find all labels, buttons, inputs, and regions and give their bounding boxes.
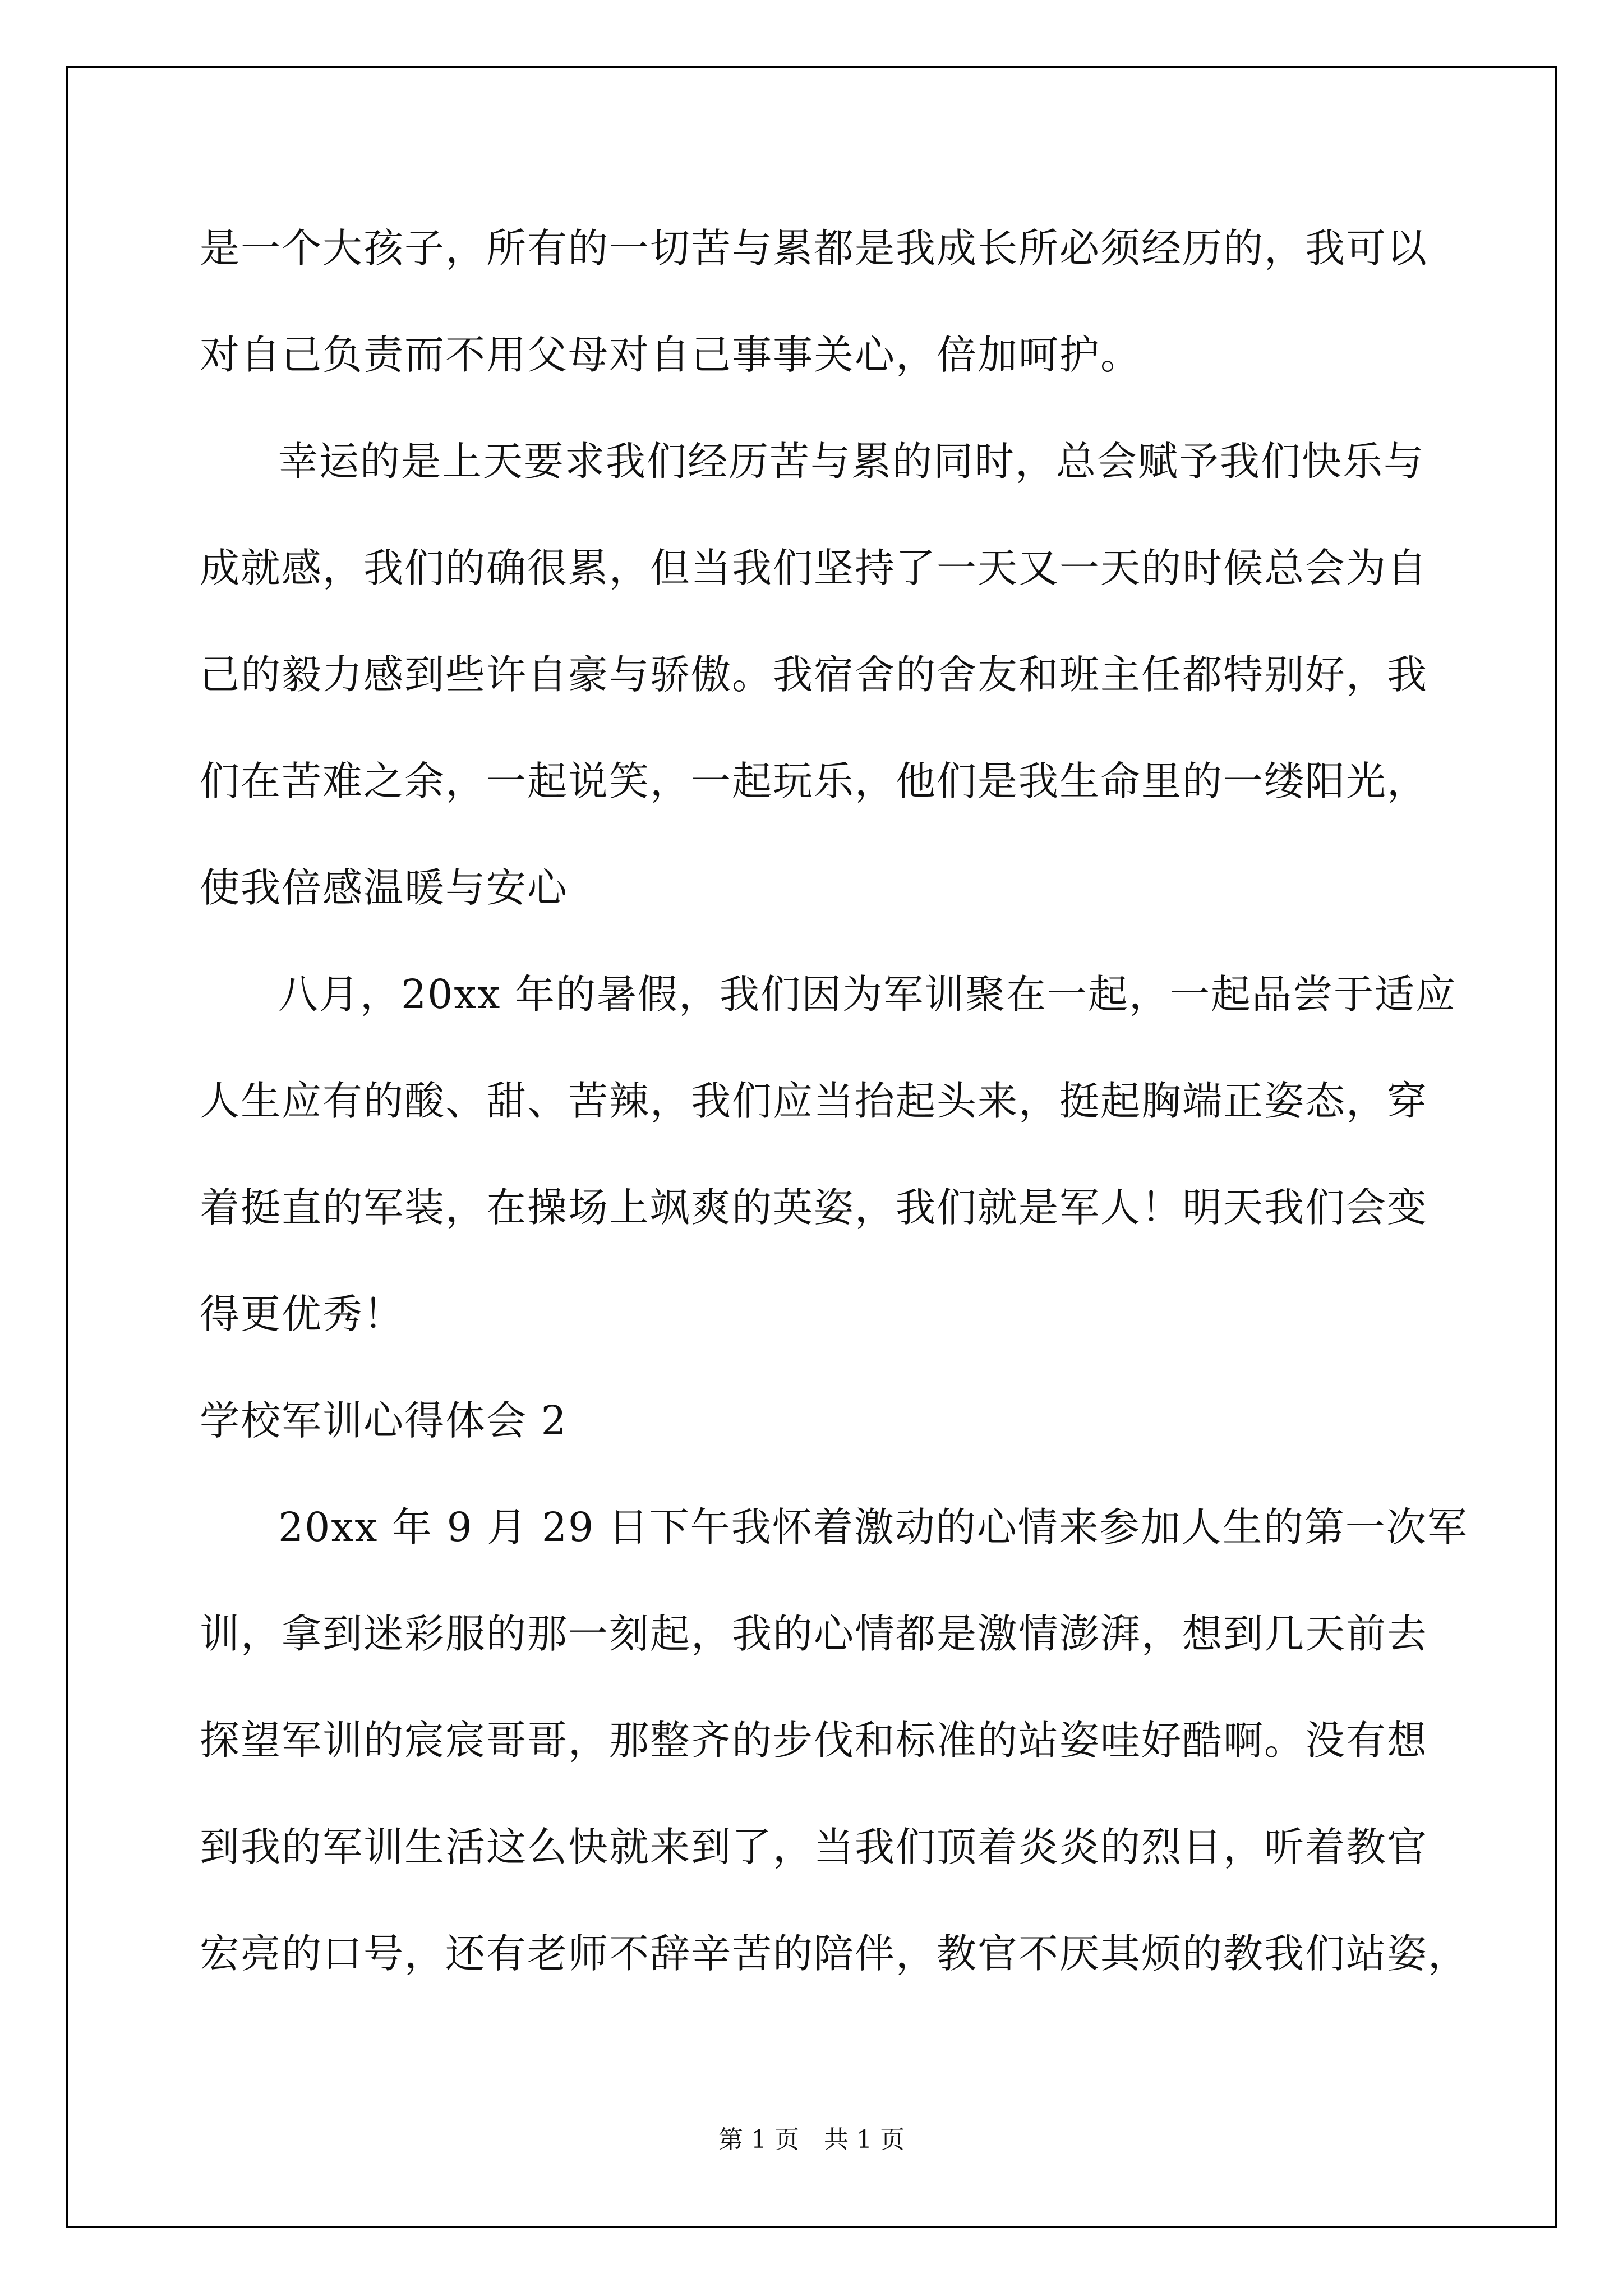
paragraph-line: 们在苦难之余，一起说笑，一起玩乐，他们是我生命里的一缕阳光， xyxy=(200,758,1428,804)
page-footer: 第 1 页 共 1 页 xyxy=(718,2125,905,2154)
paragraph-line: 20xx 年 9 月 29 日下午我怀着激动的心情来参加人生的第一次军 xyxy=(278,1504,1468,1550)
paragraph-line: 对自己负责而不用父母对自己事事关心，倍加呵护。 xyxy=(200,332,1142,378)
paragraph-line: 己的毅力感到些许自豪与骄傲。我宿舍的舍友和班主任都特别好，我 xyxy=(200,651,1428,698)
paragraph-line: 得更优秀！ xyxy=(200,1291,405,1337)
paragraph-line: 探望军训的宸宸哥哥，那整齐的步伐和标准的站姿哇好酷啊。没有想 xyxy=(200,1717,1428,1764)
paragraph-line: 幸运的是上天要求我们经历苦与累的同时，总会赋予我们快乐与 xyxy=(278,438,1425,485)
paragraph-line: 着挺直的军装，在操场上飒爽的英姿，我们就是军人！明天我们会变 xyxy=(200,1184,1428,1231)
paragraph-line: 使我倍感温暖与安心 xyxy=(200,864,569,911)
paragraph-line: 是一个大孩子，所有的一切苦与累都是我成长所必须经历的，我可以 xyxy=(200,225,1428,272)
paragraph-line: 训，拿到迷彩服的那一刻起，我的心情都是激情澎湃，想到几天前去 xyxy=(200,1611,1428,1657)
paragraph-line: 宏亮的口号，还有老师不辞辛苦的陪伴，教官不厌其烦的教我们站姿， xyxy=(200,1930,1469,1977)
paragraph-line: 人生应有的酸、甜、苦辣，我们应当抬起头来，挺起胸端正姿态，穿 xyxy=(200,1078,1428,1124)
paragraph-line: 到我的军训生活这么快就来到了，当我们顶着炎炎的烈日，听着教官 xyxy=(200,1824,1428,1870)
paragraph-line: 成就感，我们的确很累，但当我们坚持了一天又一天的时候总会为自 xyxy=(200,545,1428,591)
paragraph-line: 八月，20xx 年的暑假，我们因为军训聚在一起，一起品尝于适应 xyxy=(278,971,1456,1018)
section-heading: 学校军训心得体会 2 xyxy=(200,1397,568,1444)
page-border xyxy=(66,66,1557,2228)
